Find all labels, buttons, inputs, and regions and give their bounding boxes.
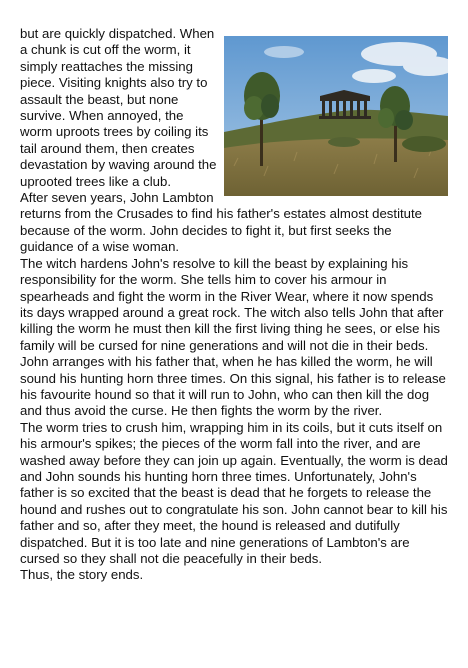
story-paragraph-1: After seven years, John Lambton returns from the Crusades to find his father's estates almost destitute because of the worm. John decides to fight it, but first seeks the guidance of a wise woman. xyxy=(20,190,422,255)
story-paragraph-2: The witch hardens John's resolve to kill the beast by explaining his responsibility for the worm. She tells him to cover his armour in spearheads and fight the worm in the River Wear, where it now spends its days wrapped around a great rock. The witch also tells John that after killing the worm he must then kill the first living thing he sees, or else his family will be cursed for nine generations and will not die in their beds. John arranges with his father that, when he has killed the worm, he will sound his hunting horn three times. On this signal, his father is to release his favourite hound so that it will run to John, who can then kill the dog and thus avoid the curse. He then fights the worm by the river. xyxy=(20,255,446,419)
photo-illustration xyxy=(224,36,448,196)
hill-monument-photo xyxy=(224,36,448,196)
document-page xyxy=(20,26,448,584)
story-paragraph-4: Thus, the story ends. xyxy=(20,567,144,583)
story-intro: but are quickly dispatched. When a chunk is cut off the worm, it simply reattaches the missing piece. Visiting knights also try to assault the beast, but none survive. When annoyed, the worm uproots trees by coiling its tail around them, then creates devastation by waving around the uprooted trees like a club. xyxy=(20,26,217,189)
story-paragraph-3: The worm tries to crush him, wrapping him in its coils, but it cuts itself on his armour's spikes; the pieces of the worm fall into the river, and are washed away before they can join up again. Eventually, the worm is dead and John sounds his hunting horn three times. Unfortunately, John's father is so excited that the beast is dead that he forgets to release the hound and rushes out to congratulate his son. John cannot bear to kill his father and so, after they meet, the hound is released and dutifully dispatched. But it is too late and nine generations of Lambton's are cursed so they shall not die peacefully in their beds. xyxy=(20,419,448,566)
